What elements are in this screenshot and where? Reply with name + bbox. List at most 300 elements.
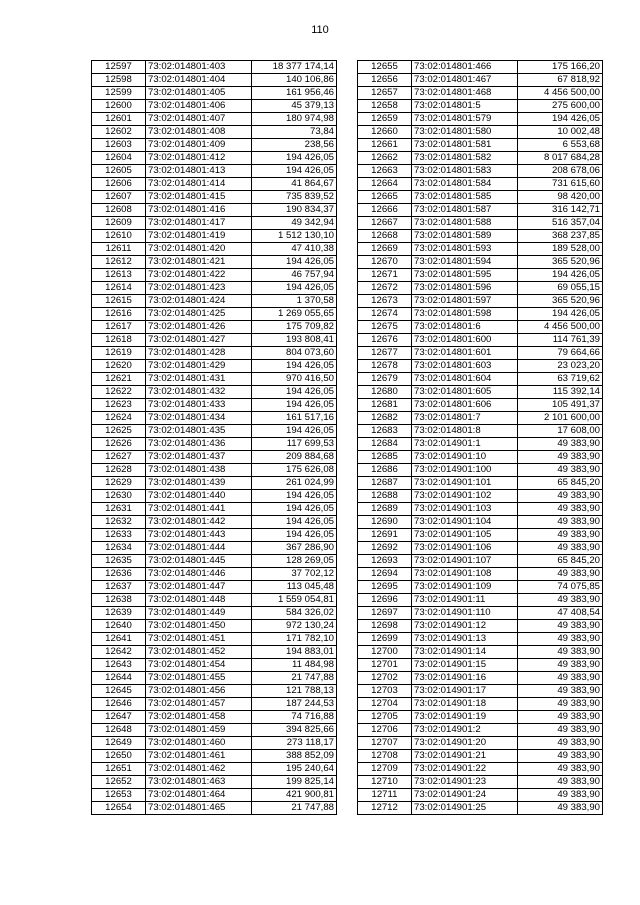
cadastral-value: 584 326,02: [252, 607, 337, 620]
row-number: 12707: [358, 737, 412, 750]
table-row: [358, 178, 603, 191]
cadastral-value: 194 426,05: [252, 399, 337, 412]
cadastral-value: 2 101 600,00: [518, 412, 603, 425]
cadastral-number: 73:02:014801:452: [146, 646, 252, 659]
cadastral-value: 194 426,05: [518, 269, 603, 282]
cadastral-value: 65 845,20: [518, 555, 603, 568]
table-row: [92, 425, 337, 438]
cadastral-value: 194 426,05: [252, 529, 337, 542]
cadastral-number: 73:02:014801:441: [146, 503, 252, 516]
row-number: 12700: [358, 646, 412, 659]
cadastral-value: 49 383,90: [518, 672, 603, 685]
row-number: 12665: [358, 191, 412, 204]
row-number: 12621: [92, 373, 146, 386]
cadastral-number: 73:02:014801:583: [412, 165, 518, 178]
cadastral-value: 194 426,05: [252, 256, 337, 269]
row-number: 12693: [358, 555, 412, 568]
table-row: [358, 594, 603, 607]
row-number: 12616: [92, 308, 146, 321]
table-row: [92, 386, 337, 399]
cadastral-number: 73:02:014801:403: [146, 61, 252, 74]
table-right-body: [358, 61, 603, 815]
table-row: [92, 711, 337, 724]
cadastral-value: 516 357,04: [518, 217, 603, 230]
table-row: [358, 139, 603, 152]
table-row: [358, 568, 603, 581]
table-row: [92, 477, 337, 490]
cadastral-number: 73:02:014801:454: [146, 659, 252, 672]
cadastral-number: 73:02:014801:579: [412, 113, 518, 126]
cadastral-value: 114 761,39: [518, 334, 603, 347]
cadastral-value: 49 383,90: [518, 620, 603, 633]
cadastral-value: 261 024,99: [252, 477, 337, 490]
cadastral-number: 73:02:014901:20: [412, 737, 518, 750]
cadastral-value: 49 383,90: [518, 737, 603, 750]
row-number: 12668: [358, 230, 412, 243]
cadastral-number: 73:02:014801:435: [146, 425, 252, 438]
cadastral-number: 73:02:014801:437: [146, 451, 252, 464]
cadastral-value: 73,84: [252, 126, 337, 139]
cadastral-value: 74 716,88: [252, 711, 337, 724]
row-number: 12657: [358, 87, 412, 100]
cadastral-number: 73:02:014801:466: [412, 61, 518, 74]
cadastral-number: 73:02:014901:107: [412, 555, 518, 568]
cadastral-number: 73:02:014801:598: [412, 308, 518, 321]
table-row: [358, 334, 603, 347]
table-row: [358, 659, 603, 672]
cadastral-number: 73:02:014901:105: [412, 529, 518, 542]
table-row: [358, 620, 603, 633]
row-number: 12641: [92, 633, 146, 646]
row-number: 12675: [358, 321, 412, 334]
row-number: 12673: [358, 295, 412, 308]
table-row: [92, 802, 337, 815]
cadastral-number: 73:02:014801:421: [146, 256, 252, 269]
table-row: [358, 269, 603, 282]
table-row: [92, 178, 337, 191]
table-row: [358, 347, 603, 360]
row-number: 12652: [92, 776, 146, 789]
table-row: [92, 607, 337, 620]
table-row: [358, 438, 603, 451]
row-number: 12630: [92, 490, 146, 503]
cadastral-value: 49 383,90: [518, 594, 603, 607]
table-row: [92, 659, 337, 672]
cadastral-number: 73:02:014801:447: [146, 581, 252, 594]
cadastral-value: 49 383,90: [518, 529, 603, 542]
cadastral-value: 37 702,12: [252, 568, 337, 581]
table-row: [358, 373, 603, 386]
row-number: 12694: [358, 568, 412, 581]
cadastral-value: 804 073,60: [252, 347, 337, 360]
cadastral-number: 73:02:014801:456: [146, 685, 252, 698]
cadastral-number: 73:02:014901:21: [412, 750, 518, 763]
table-row: [92, 737, 337, 750]
cadastral-number: 73:02:014901:11: [412, 594, 518, 607]
cadastral-number: 73:02:014801:455: [146, 672, 252, 685]
cadastral-number: 73:02:014801:461: [146, 750, 252, 763]
table-row: [358, 529, 603, 542]
cadastral-number: 73:02:014801:597: [412, 295, 518, 308]
row-number: 12607: [92, 191, 146, 204]
row-number: 12689: [358, 503, 412, 516]
row-number: 12612: [92, 256, 146, 269]
cadastral-value: 49 383,90: [518, 490, 603, 503]
cadastral-number: 73:02:014801:413: [146, 165, 252, 178]
cadastral-number: 73:02:014801:408: [146, 126, 252, 139]
table-row: [92, 295, 337, 308]
table-row: [92, 464, 337, 477]
table-row: [358, 477, 603, 490]
cadastral-number: 73:02:014801:7: [412, 412, 518, 425]
table-row: [358, 100, 603, 113]
cadastral-number: 73:02:014901:23: [412, 776, 518, 789]
table-row: [358, 542, 603, 555]
cadastral-value: 18 377 174,14: [252, 61, 337, 74]
row-number: 12644: [92, 672, 146, 685]
table-row: [92, 74, 337, 87]
cadastral-number: 73:02:014801:427: [146, 334, 252, 347]
table-row: [92, 646, 337, 659]
row-number: 12623: [92, 399, 146, 412]
cadastral-value: 175 166,20: [518, 61, 603, 74]
row-number: 12705: [358, 711, 412, 724]
cadastral-value: 194 426,05: [252, 165, 337, 178]
row-number: 12706: [358, 724, 412, 737]
row-number: 12643: [92, 659, 146, 672]
table-row: [92, 347, 337, 360]
table-row: [358, 581, 603, 594]
table-row: [92, 282, 337, 295]
cadastral-value: 117 699,53: [252, 438, 337, 451]
table-row: [358, 230, 603, 243]
cadastral-value: 11 484,98: [252, 659, 337, 672]
cadastral-number: 73:02:014801:445: [146, 555, 252, 568]
cadastral-value: 189 528,00: [518, 243, 603, 256]
cadastral-number: 73:02:014801:459: [146, 724, 252, 737]
cadastral-value: 17 608,00: [518, 425, 603, 438]
cadastral-number: 73:02:014901:16: [412, 672, 518, 685]
row-number: 12617: [92, 321, 146, 334]
cadastral-number: 73:02:014801:582: [412, 152, 518, 165]
row-number: 12704: [358, 698, 412, 711]
table-row: [358, 360, 603, 373]
cadastral-value: 49 383,90: [518, 724, 603, 737]
cadastral-value: 49 383,90: [518, 763, 603, 776]
cadastral-number: 73:02:014801:407: [146, 113, 252, 126]
row-number: 12670: [358, 256, 412, 269]
row-number: 12648: [92, 724, 146, 737]
row-number: 12604: [92, 152, 146, 165]
cadastral-number: 73:02:014801:420: [146, 243, 252, 256]
row-number: 12615: [92, 295, 146, 308]
table-row: [92, 555, 337, 568]
cadastral-value: 74 075,85: [518, 581, 603, 594]
cadastral-value: 209 884,68: [252, 451, 337, 464]
cadastral-number: 73:02:014901:1: [412, 438, 518, 451]
row-number: 12624: [92, 412, 146, 425]
cadastral-number: 73:02:014801:462: [146, 763, 252, 776]
table-row: [358, 204, 603, 217]
cadastral-number: 73:02:014901:15: [412, 659, 518, 672]
cadastral-value: 49 383,90: [518, 451, 603, 464]
cadastral-value: 190 834,37: [252, 204, 337, 217]
row-number: 12636: [92, 568, 146, 581]
cadastral-value: 45 379,13: [252, 100, 337, 113]
cadastral-number: 73:02:014801:442: [146, 516, 252, 529]
cadastral-number: 73:02:014901:24: [412, 789, 518, 802]
table-row: [358, 724, 603, 737]
cadastral-number: 73:02:014801:419: [146, 230, 252, 243]
table-row: [358, 516, 603, 529]
table-row: [358, 321, 603, 334]
cadastral-value: 49 383,90: [518, 750, 603, 763]
row-number: 12622: [92, 386, 146, 399]
cadastral-value: 273 118,17: [252, 737, 337, 750]
cadastral-number: 73:02:014801:448: [146, 594, 252, 607]
cadastral-number: 73:02:014901:106: [412, 542, 518, 555]
row-number: 12659: [358, 113, 412, 126]
table-row: [358, 672, 603, 685]
cadastral-value: 175 626,08: [252, 464, 337, 477]
cadastral-number: 73:02:014801:415: [146, 191, 252, 204]
cadastral-number: 73:02:014801:404: [146, 74, 252, 87]
table-row: [358, 776, 603, 789]
cadastral-number: 73:02:014801:588: [412, 217, 518, 230]
table-row: [92, 308, 337, 321]
cadastral-number: 73:02:014801:412: [146, 152, 252, 165]
table-row: [92, 139, 337, 152]
table-row: [358, 256, 603, 269]
cadastral-number: 73:02:014801:581: [412, 139, 518, 152]
cadastral-value: 113 045,48: [252, 581, 337, 594]
cadastral-value: 735 839,52: [252, 191, 337, 204]
table-row: [358, 152, 603, 165]
row-number: 12712: [358, 802, 412, 815]
cadastral-number: 73:02:014801:594: [412, 256, 518, 269]
table-row: [92, 542, 337, 555]
table-row: [92, 165, 337, 178]
cadastral-number: 73:02:014801:5: [412, 100, 518, 113]
cadastral-number: 73:02:014801:463: [146, 776, 252, 789]
table-row: [358, 217, 603, 230]
cadastral-value: 49 383,90: [518, 698, 603, 711]
row-number: 12686: [358, 464, 412, 477]
row-number: 12642: [92, 646, 146, 659]
cadastral-number: 73:02:014801:460: [146, 737, 252, 750]
row-number: 12597: [92, 61, 146, 74]
row-number: 12635: [92, 555, 146, 568]
cadastral-number: 73:02:014801:468: [412, 87, 518, 100]
row-number: 12600: [92, 100, 146, 113]
cadastral-value: 1 370,58: [252, 295, 337, 308]
row-number: 12696: [358, 594, 412, 607]
cadastral-number: 73:02:014801:422: [146, 269, 252, 282]
cadastral-number: 73:02:014901:108: [412, 568, 518, 581]
cadastral-value: 187 244,53: [252, 698, 337, 711]
table-row: [358, 113, 603, 126]
table-row: [92, 334, 337, 347]
cadastral-number: 73:02:014901:101: [412, 477, 518, 490]
row-number: 12702: [358, 672, 412, 685]
cadastral-number: 73:02:014901:22: [412, 763, 518, 776]
table-row: [358, 802, 603, 815]
cadastral-value: 79 664,66: [518, 347, 603, 360]
cadastral-number: 73:02:014901:12: [412, 620, 518, 633]
row-number: 12598: [92, 74, 146, 87]
row-number: 12631: [92, 503, 146, 516]
row-number: 12658: [358, 100, 412, 113]
cadastral-number: 73:02:014901:109: [412, 581, 518, 594]
cadastral-number: 73:02:014901:10: [412, 451, 518, 464]
cadastral-value: 140 106,86: [252, 74, 337, 87]
row-number: 12599: [92, 87, 146, 100]
cadastral-value: 128 269,05: [252, 555, 337, 568]
row-number: 12701: [358, 659, 412, 672]
table-row: [92, 230, 337, 243]
cadastral-value: 41 864,67: [252, 178, 337, 191]
cadastral-value: 171 782,10: [252, 633, 337, 646]
cadastral-value: 180 974,98: [252, 113, 337, 126]
cadastral-value: 49 383,90: [518, 516, 603, 529]
cadastral-value: 194 426,05: [252, 386, 337, 399]
row-number: 12637: [92, 581, 146, 594]
cadastral-value: 388 852,09: [252, 750, 337, 763]
table-row: [358, 750, 603, 763]
table-row: [92, 191, 337, 204]
cadastral-value: 972 130,24: [252, 620, 337, 633]
row-number: 12695: [358, 581, 412, 594]
page-number: 110: [311, 24, 329, 36]
cadastral-number: 73:02:014801:585: [412, 191, 518, 204]
table-row: [92, 581, 337, 594]
cadastral-value: 194 426,05: [518, 113, 603, 126]
table-row: [358, 737, 603, 750]
row-number: 12685: [358, 451, 412, 464]
cadastral-value: 49 383,90: [518, 542, 603, 555]
cadastral-value: 49 342,94: [252, 217, 337, 230]
cadastral-value: 195 240,64: [252, 763, 337, 776]
cadastral-value: 46 757,94: [252, 269, 337, 282]
cadastral-value: 49 383,90: [518, 464, 603, 477]
cadastral-value: 8 017 684,28: [518, 152, 603, 165]
table-row: [92, 529, 337, 542]
table-row: [358, 503, 603, 516]
cadastral-value: 47 410,38: [252, 243, 337, 256]
row-number: 12679: [358, 373, 412, 386]
row-number: 12602: [92, 126, 146, 139]
cadastral-value: 10 002,48: [518, 126, 603, 139]
cadastral-value: 368 237,85: [518, 230, 603, 243]
row-number: 12710: [358, 776, 412, 789]
table-row: [92, 789, 337, 802]
table-row: [358, 295, 603, 308]
table-row: [92, 750, 337, 763]
cadastral-number: 73:02:014801:438: [146, 464, 252, 477]
table-row: [92, 113, 337, 126]
row-number: 12632: [92, 516, 146, 529]
row-number: 12680: [358, 386, 412, 399]
cadastral-number: 73:02:014901:14: [412, 646, 518, 659]
cadastral-number: 73:02:014801:428: [146, 347, 252, 360]
row-number: 12653: [92, 789, 146, 802]
row-number: 12709: [358, 763, 412, 776]
cadastral-number: 73:02:014901:18: [412, 698, 518, 711]
cadastral-number: 73:02:014801:433: [146, 399, 252, 412]
cadastral-table-left: [91, 60, 337, 815]
table-row: [92, 568, 337, 581]
table-row: [358, 412, 603, 425]
table-row: [92, 672, 337, 685]
cadastral-number: 73:02:014901:102: [412, 490, 518, 503]
row-number: 12692: [358, 542, 412, 555]
cadastral-number: 73:02:014801:451: [146, 633, 252, 646]
cadastral-value: 1 559 054,81: [252, 594, 337, 607]
table-row: [358, 633, 603, 646]
cadastral-value: 194 426,05: [252, 282, 337, 295]
row-number: 12606: [92, 178, 146, 191]
cadastral-number: 73:02:014801:443: [146, 529, 252, 542]
row-number: 12609: [92, 217, 146, 230]
table-row: [358, 243, 603, 256]
cadastral-number: 73:02:014801:464: [146, 789, 252, 802]
table-row: [358, 789, 603, 802]
table-row: [358, 191, 603, 204]
row-number: 12682: [358, 412, 412, 425]
cadastral-value: 4 456 500,00: [518, 87, 603, 100]
cadastral-number: 73:02:014801:8: [412, 425, 518, 438]
cadastral-number: 73:02:014801:595: [412, 269, 518, 282]
row-number: 12647: [92, 711, 146, 724]
row-number: 12690: [358, 516, 412, 529]
cadastral-number: 73:02:014801:465: [146, 802, 252, 815]
row-number: 12628: [92, 464, 146, 477]
row-number: 12610: [92, 230, 146, 243]
row-number: 12655: [358, 61, 412, 74]
cadastral-number: 73:02:014801:589: [412, 230, 518, 243]
cadastral-value: 98 420,00: [518, 191, 603, 204]
table-row: [92, 698, 337, 711]
table-row: [358, 711, 603, 724]
table-row: [358, 87, 603, 100]
cadastral-number: 73:02:014801:584: [412, 178, 518, 191]
table-row: [92, 217, 337, 230]
row-number: 12649: [92, 737, 146, 750]
table-row: [92, 243, 337, 256]
cadastral-number: 73:02:014801:423: [146, 282, 252, 295]
table-row: [358, 698, 603, 711]
table-row: [358, 464, 603, 477]
cadastral-number: 73:02:014801:434: [146, 412, 252, 425]
cadastral-value: 970 416,50: [252, 373, 337, 386]
cadastral-value: 731 615,60: [518, 178, 603, 191]
table-row: [358, 646, 603, 659]
cadastral-value: 193 808,41: [252, 334, 337, 347]
cadastral-value: 115 392,14: [518, 386, 603, 399]
cadastral-number: 73:02:014801:601: [412, 347, 518, 360]
cadastral-value: 49 383,90: [518, 802, 603, 815]
row-number: 12678: [358, 360, 412, 373]
row-number: 12625: [92, 425, 146, 438]
cadastral-value: 49 383,90: [518, 503, 603, 516]
row-number: 12611: [92, 243, 146, 256]
table-row: [358, 399, 603, 412]
cadastral-number: 73:02:014801:405: [146, 87, 252, 100]
row-number: 12646: [92, 698, 146, 711]
table-row: [92, 438, 337, 451]
cadastral-number: 73:02:014801:6: [412, 321, 518, 334]
row-number: 12698: [358, 620, 412, 633]
